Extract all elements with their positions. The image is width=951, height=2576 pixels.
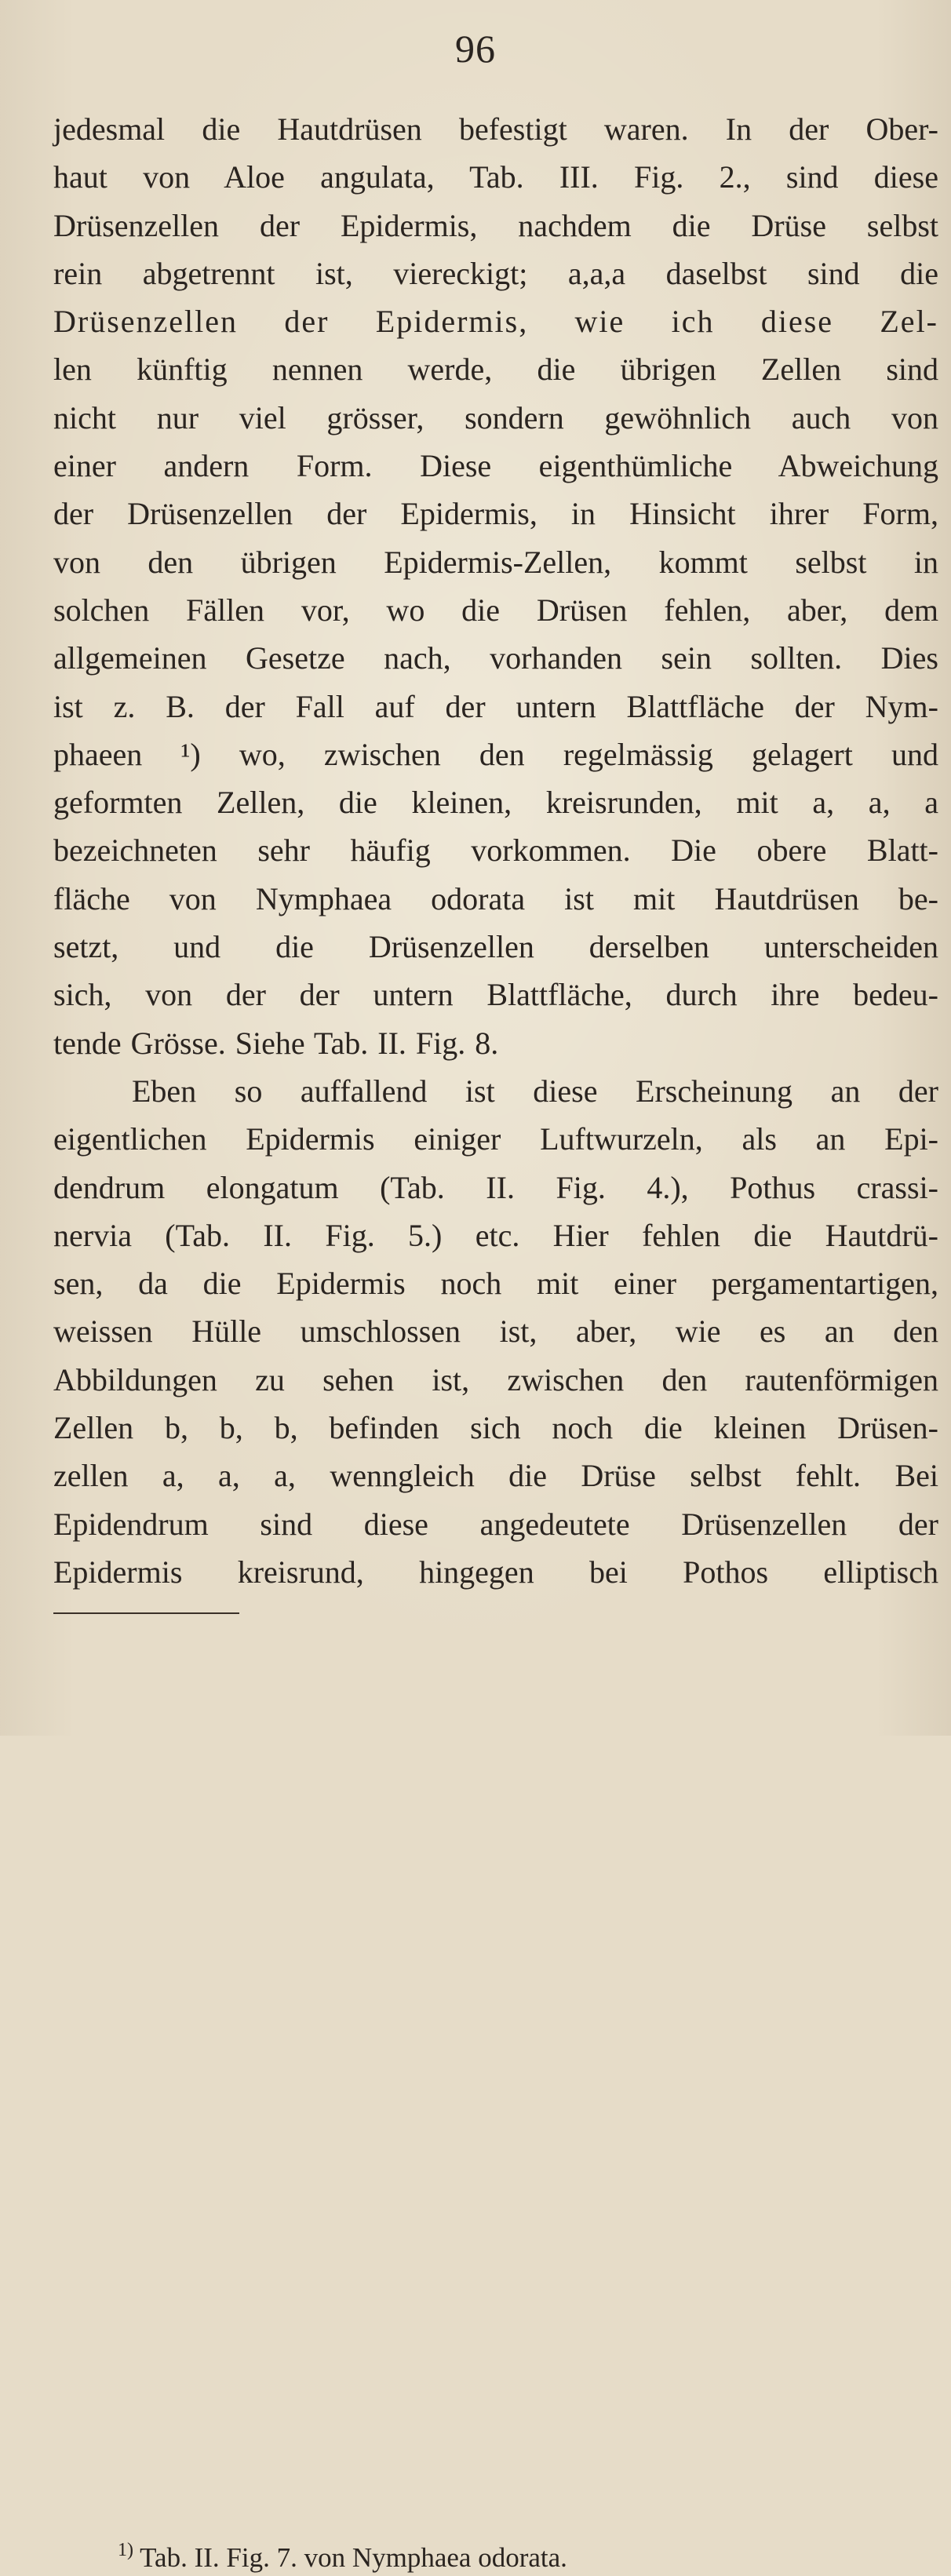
text-line: der Drüsenzellen der Epidermis, in Hinsicht ihrer Form, [53, 496, 938, 532]
footnote-text: Tab. II. Fig. 7. von Nymphaea odorata. [140, 2542, 567, 2573]
text-line: dendrum elongatum (Tab. II. Fig. 4.), Pothus crassi- [53, 1169, 938, 1205]
text-line: von den übrigen Epidermis-Zellen, kommt selbst in [53, 544, 938, 580]
text-line: fläche von Nymphaea odorata ist mit Hautdrüsen be- [53, 880, 938, 916]
text-line: einer andern Form. Diese eigenthümliche Abweichung [53, 448, 938, 484]
text-line: phaeen ¹) wo, zwischen den regelmässig gelagert und [53, 736, 938, 772]
text-line: Epidermis kreisrund, hingegen bei Pothos elliptisch [53, 1554, 938, 1590]
text-line: eigentlichen Epidermis einiger Luftwurzeln, als an Epi- [53, 1121, 938, 1157]
footnote-marker: 1) [118, 2540, 133, 2560]
page-number: 96 [455, 27, 496, 71]
text-line: weissen Hülle umschlossen ist, aber, wie es an den [53, 1314, 938, 1350]
text-line: Drüsenzellen der Epidermis, wie ich diese Zel- [53, 304, 938, 340]
text-line: solchen Fällen vor, wo die Drüsen fehlen, aber, dem [53, 592, 938, 628]
footnote-line [118, 2540, 567, 2576]
text-line: jedesmal die Hautdrüsen befestigt waren. In der Ober- [53, 111, 938, 147]
text-line: nicht nur viel grösser, sondern gewöhnlich auch von [53, 399, 938, 435]
text-line: rein abgetrennt ist, viereckigt; a,a,a daselbst sind die [53, 255, 938, 291]
text-line: Abbildungen zu sehen ist, zwischen den rautenförmigen [53, 1361, 938, 1397]
text-line: Zellen b, b, b, befinden sich noch die kleinen Drüsen- [53, 1410, 938, 1446]
text-line: tende Grösse. Siehe Tab. II. Fig. 8. [53, 1025, 499, 1061]
text-line: bezeichneten sehr häufig vorkommen. Die obere Blatt- [53, 833, 938, 869]
footnote-divider [53, 1612, 239, 1614]
text-line: sen, da die Epidermis noch mit einer pergamentartigen, [53, 1266, 938, 1302]
text-line: len künftig nennen werde, die übrigen Zellen sind [53, 352, 938, 388]
text-line: geformten Zellen, die kleinen, kreisrunden, mit a, a, a [53, 785, 938, 821]
text-line: zellen a, a, a, wenngleich die Drüse selbst fehlt. Bei [53, 1458, 938, 1494]
paragraph-first-line: Eben so auffallend ist diese Erscheinung an der [132, 1073, 938, 1109]
text-line: Drüsenzellen der Epidermis, nachdem die Drüse selbst [53, 207, 938, 243]
text-line: ist z. B. der Fall auf der untern Blattfläche der Nym- [53, 688, 938, 724]
body-text [53, 105, 938, 1596]
text-line: sich, von der der untern Blattfläche, durch ihre bedeu- [53, 977, 938, 1013]
text-line: setzt, und die Drüsenzellen derselben unterscheiden [53, 929, 938, 965]
text-line: haut von Aloe angulata, Tab. III. Fig. 2., sind diese [53, 159, 938, 195]
text-line: nervia (Tab. II. Fig. 5.) etc. Hier fehlen die Hautdrü- [53, 1217, 938, 1253]
text-line: Epidendrum sind diese angedeutete Drüsenzellen der [53, 1506, 938, 1542]
text-line: allgemeinen Gesetze nach, vorhanden sein sollten. Dies [53, 640, 938, 676]
